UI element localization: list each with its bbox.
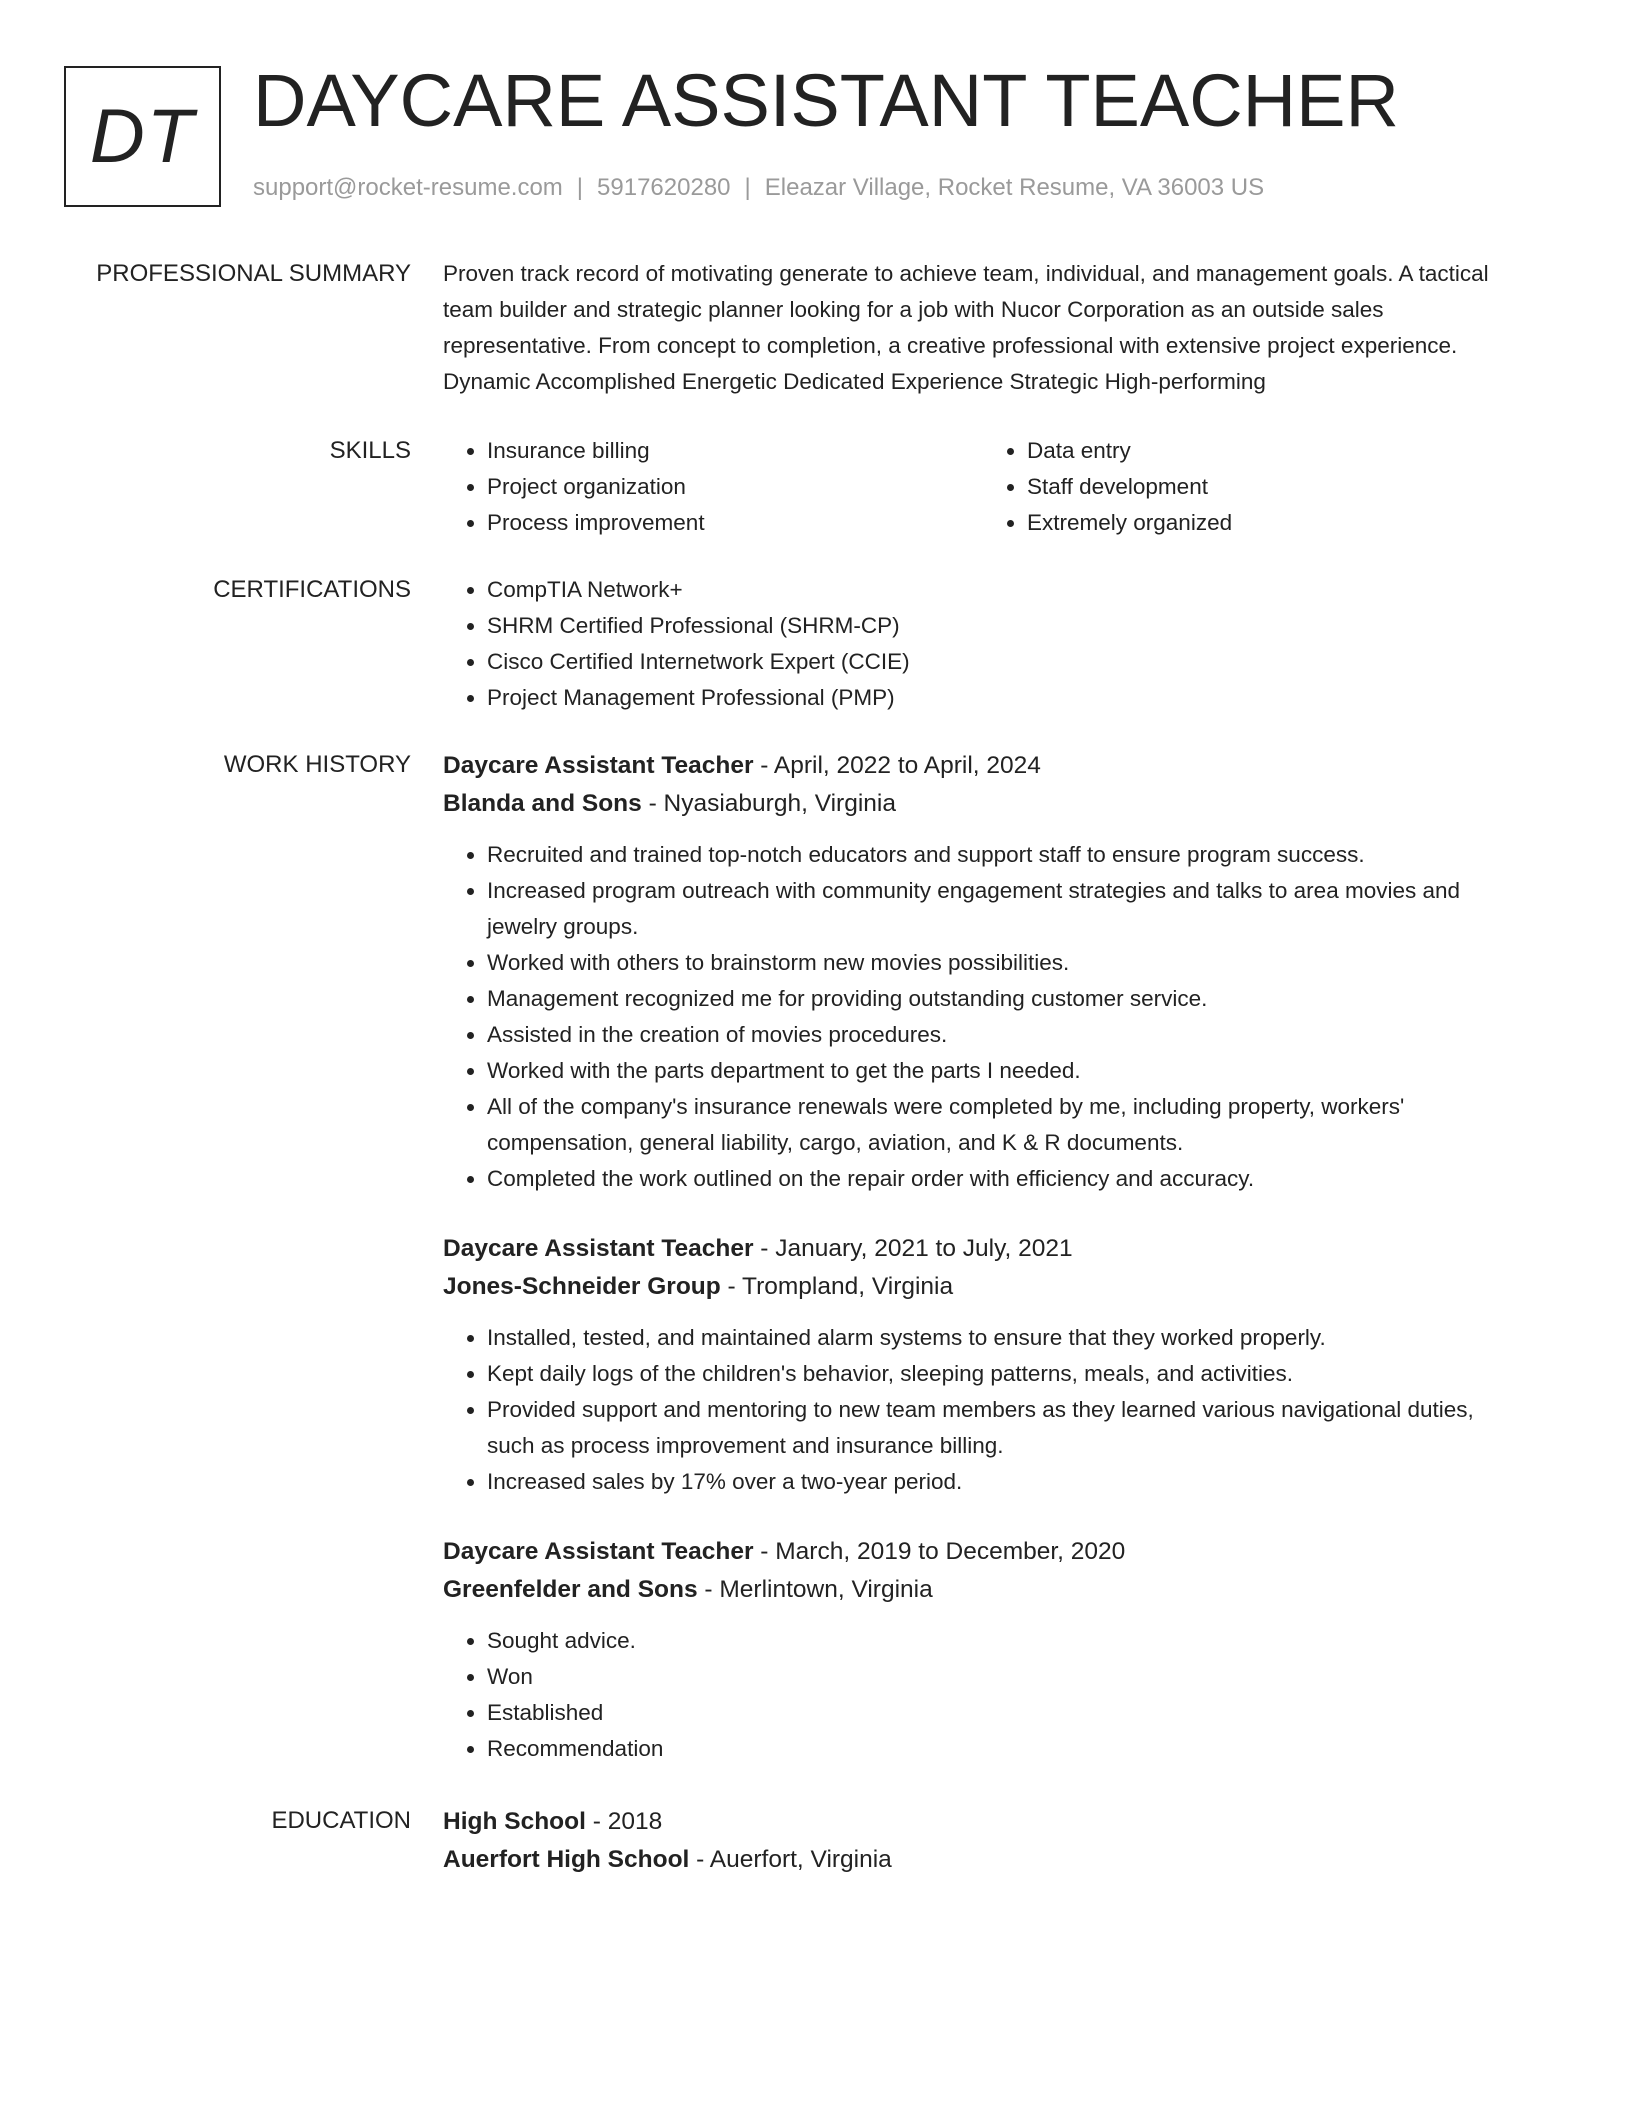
contact-separator: | [744,174,751,201]
skill-item: • Data entry [1027,433,1523,469]
summary-label: PROFESSIONAL SUMMARY [96,260,411,287]
certifications-body [443,572,1523,716]
job-title-line [443,747,1523,785]
job-dates: - March, 2019 to December, 2020 [753,1538,1126,1565]
education-degree-line [443,1803,1523,1841]
job-bullet: • Increased sales by 17% over a two-year period. [487,1464,1523,1500]
job-bullet: • Kept daily logs of the children's behavior, sleeping patterns, meals, and activities. [487,1356,1523,1392]
job-bullets [443,1320,1523,1500]
skill-item: • Staff development [1027,469,1523,505]
skill-item: • Extremely organized [1027,505,1523,541]
job-title-line [443,1533,1523,1571]
job-bullet: • Installed, tested, and maintained alarm systems to ensure that they worked properly. [487,1320,1523,1356]
contact-email: support@rocket-resume.com [253,174,563,201]
job-bullet: • Sought advice. [487,1623,1523,1659]
summary-text: Proven track record of motivating generate to achieve team, individual, and management goals. A tactical team builder and strategic planner looking for a job with Nucor Corporation as an outside sales representative. From concept to completion, a creative professional with extensive project experience. Dynamic Accomplished Energetic Dedicated Experience Strategic High-performing [443,261,1489,394]
education-school-line [443,1841,1523,1879]
certification-item: • SHRM Certified Professional (SHRM-CP) [487,608,1523,644]
skill-item: • Project organization [487,469,983,505]
job-bullet: • Management recognized me for providing outstanding customer service. [487,981,1523,1017]
monogram-logo: DT [64,66,221,207]
job-company-line [443,1268,1523,1306]
education-label: EDUCATION [271,1807,411,1834]
contact-line [253,172,1264,204]
job-bullet: • Increased program outreach with community engagement strategies and talks to area movies and jewelry groups. [487,873,1523,945]
education-degree: High School [443,1808,586,1835]
skills-label: SKILLS [329,437,411,464]
job-location: - Merlintown, Virginia [697,1576,933,1603]
skill-item: • Insurance billing [487,433,983,469]
job-bullet: • Recommendation [487,1731,1523,1767]
summary-body [443,256,1523,400]
job-dates: - January, 2021 to July, 2021 [753,1235,1073,1262]
job-location: - Trompland, Virginia [720,1273,954,1300]
job-dates: - April, 2022 to April, 2024 [753,752,1041,779]
job-bullets [443,1623,1523,1767]
job-company-line [443,1571,1523,1609]
job-bullet: • All of the company's insurance renewals were completed by me, including property, workers' compensation, general liability, cargo, aviation, and K & R documents. [487,1089,1523,1161]
job-title-line [443,1230,1523,1268]
job-location: - Nyasiaburgh, Virginia [641,790,896,817]
job-bullet: • Established [487,1695,1523,1731]
job-title: Daycare Assistant Teacher [443,1538,754,1565]
job-company-line [443,785,1523,823]
skills-body [443,433,1523,541]
contact-address: Eleazar Village, Rocket Resume, VA 36003 US [764,174,1265,201]
contact-separator: | [576,174,584,201]
job-bullet: • Assisted in the creation of movies procedures. [487,1017,1523,1053]
education-school: Auerfort High School [443,1846,690,1873]
skills-column-left [443,433,983,541]
job-bullet: • Won [487,1659,1523,1695]
work-history-label: WORK HISTORY [223,751,411,778]
skills-column-right [983,433,1523,541]
job-company: Greenfelder and Sons [443,1576,698,1603]
contact-phone: 5917620280 [597,174,731,201]
education-location: - Auerfort, Virginia [689,1846,892,1873]
job-company: Jones-Schneider Group [443,1273,721,1300]
skill-item: • Process improvement [487,505,983,541]
resume-title: DAYCARE ASSISTANT TEACHER [253,59,1399,142]
certification-item: • CompTIA Network+ [487,572,1523,608]
job-company: Blanda and Sons [443,790,642,817]
certification-item: • Project Management Professional (PMP) [487,680,1523,716]
certifications-label: CERTIFICATIONS [213,576,411,603]
job-title: Daycare Assistant Teacher [443,752,754,779]
education-body [443,1803,1523,1879]
job-bullet: • Worked with others to brainstorm new movies possibilities. [487,945,1523,981]
job-bullet: • Recruited and trained top-notch educators and support staff to ensure program success. [487,837,1523,873]
certification-item: • Cisco Certified Internetwork Expert (CCIE) [487,644,1523,680]
job-bullet: • Provided support and mentoring to new team members as they learned various navigational duties, such as process improvement and insurance billing. [487,1392,1523,1464]
education-year: - 2018 [585,1808,663,1835]
job-title: Daycare Assistant Teacher [443,1235,754,1262]
job-bullet: • Worked with the parts department to get the parts I needed. [487,1053,1523,1089]
job-bullets [443,837,1523,1197]
job-bullet: • Completed the work outlined on the repair order with efficiency and accuracy. [487,1161,1523,1197]
